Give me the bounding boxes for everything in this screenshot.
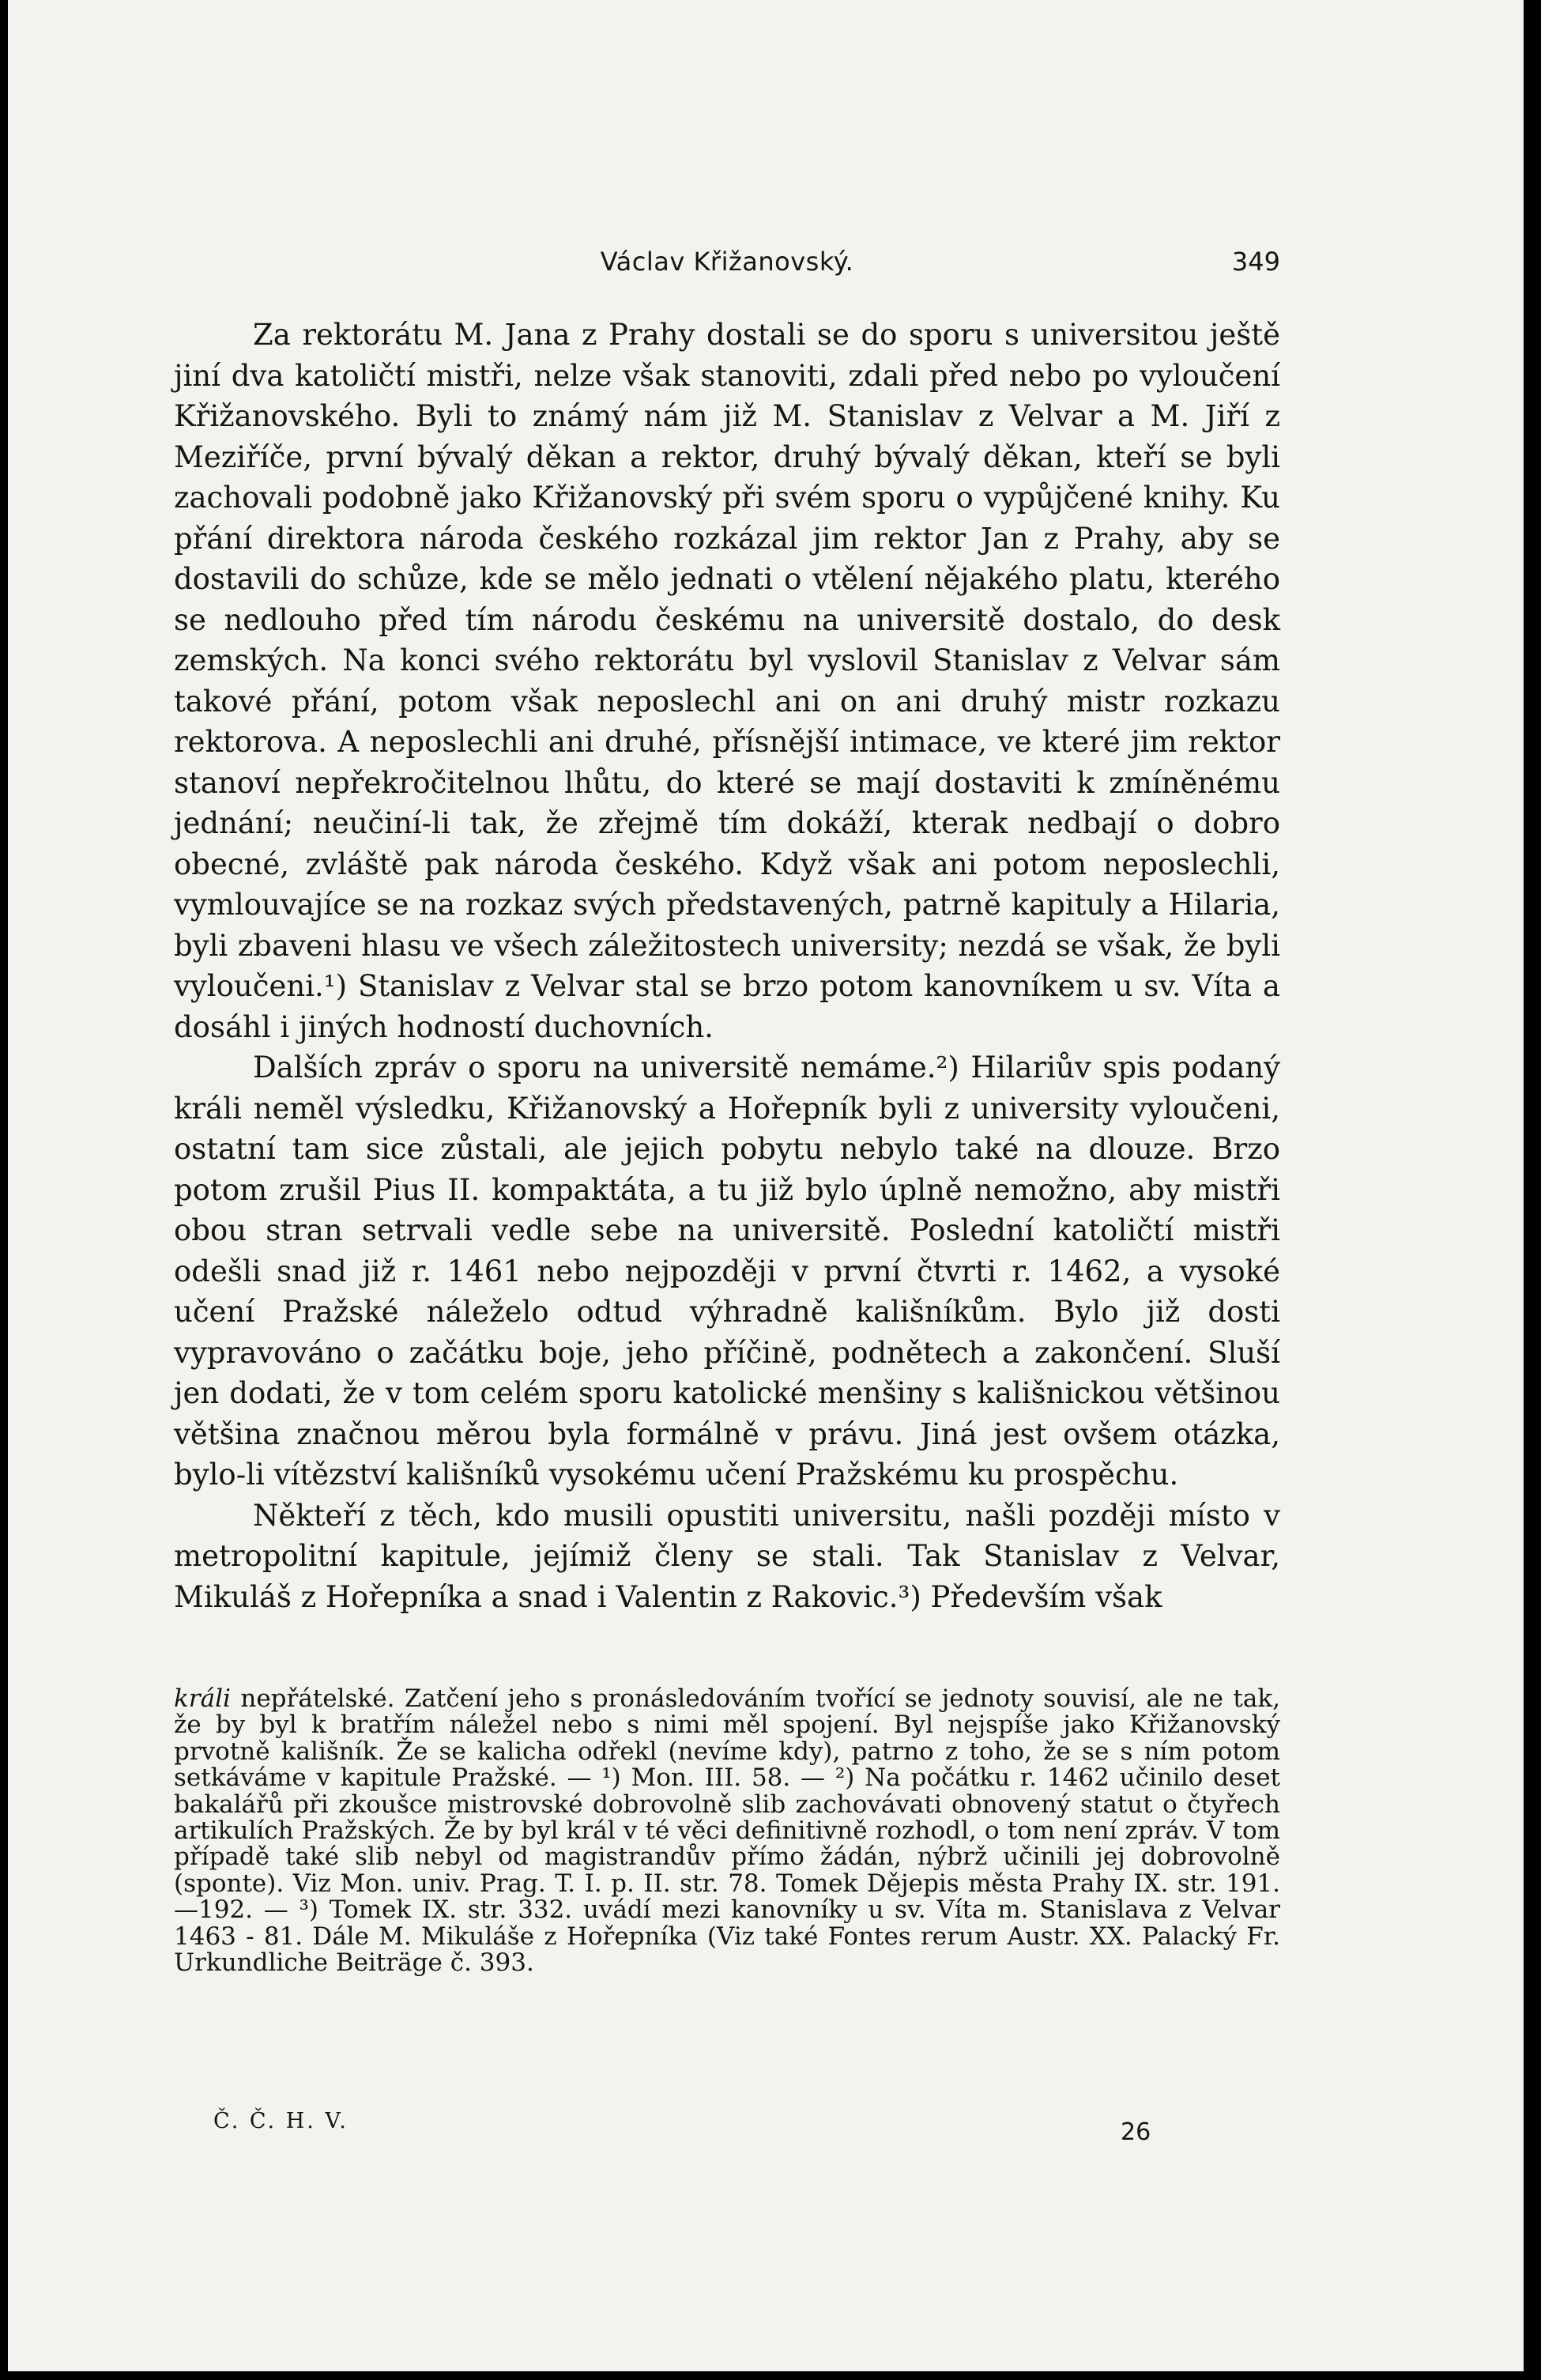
footnote-body: nepřátelské. Zatčení jeho s pronásledováním tvořící se jednoty souvisí, ale ne tak, že by byl k bratřím náležel nebo s nimi měl spojení. Byl nejspíše jako Křižanovský prvotně kališník. Že se kalicha odřekl (nevíme kdy), patrno z toho, že se s ním potom setkáváme v kapitule Pražské. — ¹) Mon. III. 58. — ²) Na počátku r. 1462 učinilo deset bakalářů při zkoušce mistrovské dobrovolně slib zachovávati obnovený statut o čtyřech artikulích Pražských. Že by byl král v té věci definitivně rozhodl, o tom není zpráv. V tom případě také slib nebyl od magistrandův přímo žádán, nýbrž učinili jej dobrovolně (sponte). Viz Mon. univ. Prag. T. I. p. II. str. 78. Tomek Dějepis města Prahy IX. str. 191.—192. — ³) Tomek IX. str. 332. uvádí mezi kanovníky u sv. Víta m. Stanislava z Velvar 1463 - 81. Dále M. Mikuláše z Hořepníka (Viz také Fontes rerum Austr. XX. Palacký Fr. Urkundliche Beiträge č. 393. xyxy=(174,1684,1280,1978)
paragraph-3: Někteří z těch, kdo musili opustiti universitu, našli později místo v metropolitní kapitule, jejímiž členy se stali. Tak Stanislav z Velvar, Mikuláš z Hořepníka a snad i Valentin z Rakovic.³) Především však xyxy=(174,1498,1280,1614)
footnote-lead-word: králi xyxy=(174,1684,231,1713)
printer-signature: Č. Č. H. V. xyxy=(213,2109,349,2133)
running-head xyxy=(174,247,1280,294)
footnotes xyxy=(174,1686,1280,1976)
paragraph-1: Za rektorátu M. Jana z Prahy dostali se do sporu s universitou ještě jiní dva katoličtí mistři, nelze však stanoviti, zdali před nebo po vyloučení Křižanovského. Byli to známý nám již M. Stanislav z Velvar a M. Jiří z Meziříče, první bývalý děkan a rektor, druhý bývalý děkan, kteří se byli zachovali podobně jako Křižanovský při svém sporu o vypůjčené knihy. Ku přání direktora národa českého rozkázal jim rektor Jan z Prahy, aby se dostavili do schůze, kde se mělo jednati o vtělení nějakého platu, kterého se nedlouho před tím národu českému na universitě dostalo, do desk zemských. Na konci svého rektorátu byl vyslovil Stanislav z Velvar sám takové přání, potom však neposlechl ani on ani druhý mistr rozkazu rektorova. A neposlechli ani druhé, přísnější intimace, ve které jim rektor stanoví nepřekročitelnou lhůtu, do které se mají dostaviti k zmíněnému jednání; neučiní-li tak, že zřejmě tím dokáží, kterak nedbají o dobro obecné, zvláště pak národa českého. Když však ani potom neposlechli, vymlouvajíce se na rozkaz svých představených, patrně kapituly a Hilaria, byli zbaveni hlasu ve všech záležitostech university; nezdá se však, že byli vyloučeni.¹) Stanislav z Velvar stal se brzo potom kanovníkem u sv. Víta a dosáhl i jiných hodností duchovních. xyxy=(174,318,1280,1044)
sheet-number: 26 xyxy=(1121,2118,1151,2146)
footnote-text xyxy=(174,1686,1280,1976)
main-text xyxy=(174,315,1280,1617)
document-page xyxy=(8,0,1524,2371)
paragraph-2: Dalších zpráv o sporu na universitě nemáme.²) Hilariův spis podaný králi neměl výsledku, Křižanovský a Hořepník byli z university vyloučeni, ostatní tam sice zůstali, ale jejich pobytu nebylo také na dlouze. Brzo potom zrušil Pius II. kompaktáta, a tu již bylo úplně nemožno, aby mistři obou stran setrvali vedle sebe na universitě. Poslední katoličtí mistři odešli snad již r. 1461 nebo nejpozději v první čtvrti r. 1462, a vysoké učení Pražské náleželo odtud výhradně kališníkům. Bylo již dosti vypravováno o začátku boje, jeho příčině, podnětech a zakončení. Sluší jen dodati, že v tom celém sporu katolické menšiny s kališnickou většinou většina značnou měrou byla formálně v právu. Jiná jest ovšem otázka, bylo-li vítězství kališníků vysokému učení Pražskému ku prospěchu. xyxy=(174,1050,1280,1492)
running-title: Václav Křižanovský. xyxy=(600,247,854,277)
page-number: 349 xyxy=(1231,247,1280,277)
